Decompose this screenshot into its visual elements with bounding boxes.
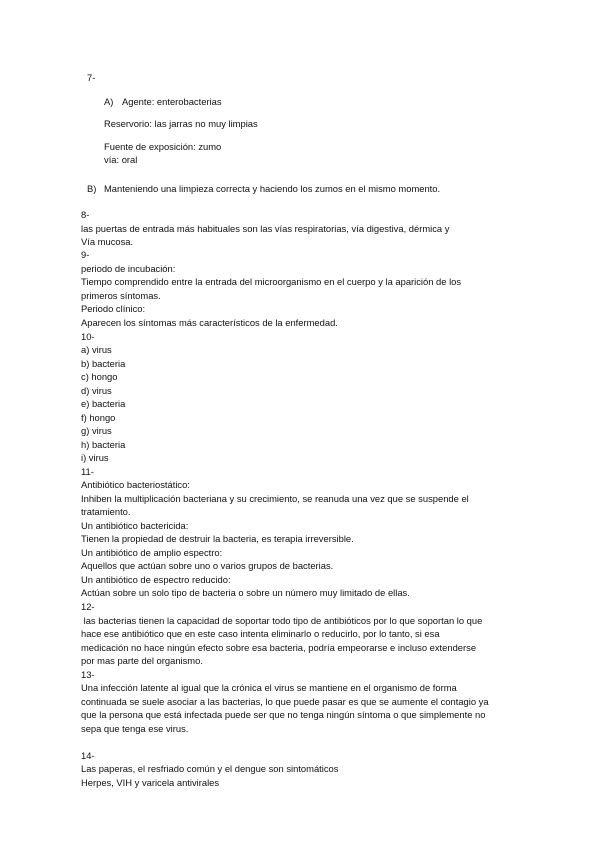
q13-line-1: Una infección latente al igual que la crónica el virus se mantiene en el organismo de forma: [81, 682, 457, 693]
q13-line-3: que la persona que está infectada puede ser que no tenga ningún síntoma o que simplemente no: [81, 709, 486, 720]
q11-narrow-title: Un antibiótico de espectro reducido:: [81, 574, 231, 585]
q7-b-answer: Manteniendo una limpieza correcta y haciendo los zumos en el mismo momento.: [104, 183, 441, 194]
question-12-number: 12-: [81, 601, 95, 612]
q8-line-2: Vía mucosa.: [81, 236, 134, 247]
q11-bacteriostatic-title: Antibiótico bacteriostático:: [81, 479, 190, 490]
q12-line-4: por mas parte del organismo.: [81, 655, 203, 666]
question-14-number: 14-: [81, 750, 95, 761]
q13-line-2: continuada se suele asociar a las bacterias, lo que puede pasar es que se aumente el contagio ya: [81, 696, 489, 707]
question-13-number: 13-: [81, 669, 95, 680]
q7-agent: Agente: enterobacterias: [122, 96, 222, 107]
q11-broad-text: Aquellos que actúan sobre uno o varios grupos de bacterias.: [81, 560, 334, 571]
q9-incubation-line-1: Tiempo comprendido entre la entrada del microorganismo en el cuerpo y la aparición de los: [81, 276, 462, 287]
q11-bactericidal-text: Tienen la propiedad de destruir la bacteria, es terapia irreversible.: [81, 533, 354, 544]
question-8-number: 8-: [81, 209, 90, 220]
q10-item: i) virus: [81, 452, 109, 463]
q7-route: vía: oral: [104, 154, 138, 165]
q12-line-1: las bacterias tienen la capacidad de soportar todo tipo de antibióticos por lo que soportan lo que: [81, 615, 483, 626]
q11-bacteriostatic-line-1: Inhiben la multiplicación bacteriana y su crecimiento, se reanuda una vez que se suspende el: [81, 493, 469, 504]
q9-clinical-text: Aparecen los síntomas más característicos de la enfermedad.: [81, 317, 338, 328]
q14-line-1: Las paperas, el resfriado común y el dengue son sintomáticos: [81, 763, 339, 774]
q12-line-2: hace ese antibiótico que en este caso intenta eliminarlo o reducirlo, por lo tanto, si esa: [81, 628, 440, 639]
q7-reservoir: Reservorio: las jarras no muy limpias: [104, 118, 258, 129]
question-7-number: 7-: [87, 72, 96, 83]
q10-item: e) bacteria: [81, 398, 126, 409]
q8-line-1: las puertas de entrada más habituales son las vías respiratorias, vía digestiva, dérmica y: [81, 223, 450, 234]
q10-item: b) bacteria: [81, 358, 126, 369]
q10-item: c) hongo: [81, 371, 118, 382]
q10-item: a) virus: [81, 344, 112, 355]
q9-clinical-title: Periodo clínico:: [81, 303, 146, 314]
q9-incubation-line-2: primeros síntomas.: [81, 290, 161, 301]
q10-item: d) virus: [81, 385, 112, 396]
q7-a-marker: A): [104, 96, 114, 107]
q14-line-2: Herpes, VIH y varicela antivirales: [81, 777, 220, 788]
question-9-number: 9-: [81, 249, 90, 260]
q7-b-marker: B): [87, 183, 97, 194]
q13-line-4: sepa que tenga ese virus.: [81, 723, 189, 734]
q10-item: f) hongo: [81, 412, 116, 423]
q11-narrow-text: Actúan sobre un solo tipo de bacteria o sobre un número muy limitado de ellas.: [81, 587, 410, 598]
q12-line-3: medicación no hace ningún efecto sobre esa bacteria, podría empeorarse e incluso extenderse: [81, 642, 477, 653]
q7-exposure-source: Fuente de exposición: zumo: [104, 141, 222, 152]
question-10-number: 10-: [81, 331, 95, 342]
q10-item: h) bacteria: [81, 439, 126, 450]
q11-broad-title: Un antibiótico de amplio espectro:: [81, 547, 223, 558]
question-11-number: 11-: [81, 466, 94, 477]
q11-bacteriostatic-line-2: tratamiento.: [81, 506, 131, 517]
q11-bactericidal-title: Un antibiótico bactericida:: [81, 520, 189, 531]
q10-item: g) virus: [81, 425, 112, 436]
q9-incubation-title: periodo de incubación:: [81, 263, 176, 274]
